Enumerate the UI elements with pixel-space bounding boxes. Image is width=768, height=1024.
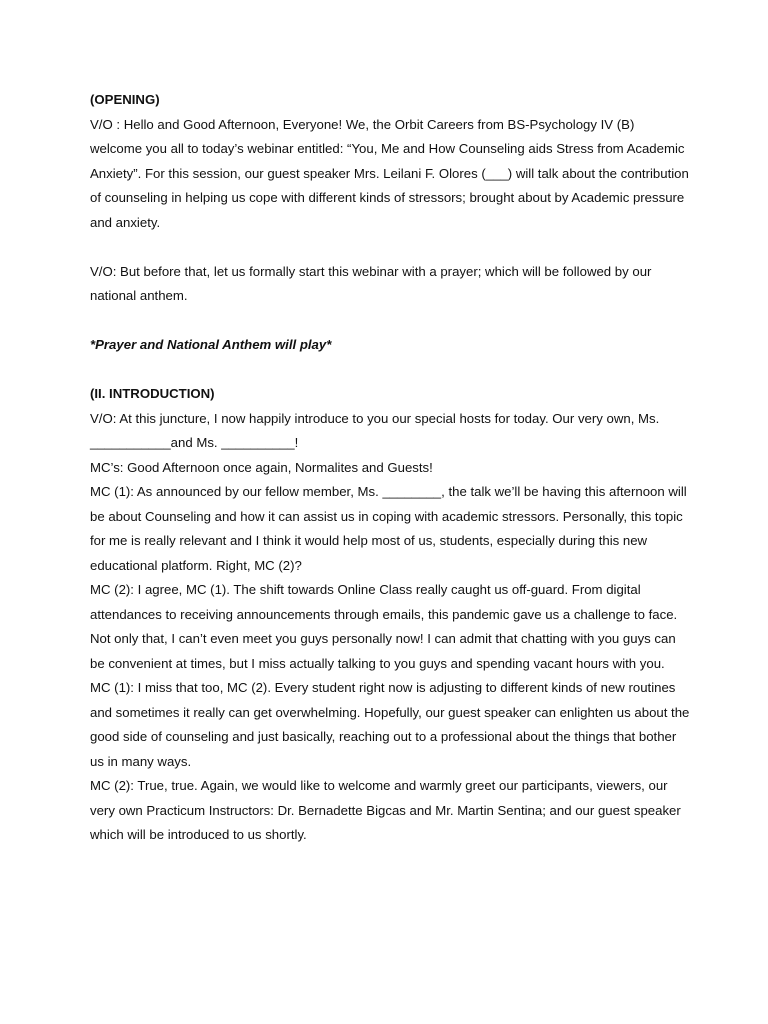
intro-line-mc2-a: MC (2): I agree, MC (1). The shift towards Online Class really caught us off-guard. From digital attendances to receiving announcements through emails, this pandemic gave us a challenge to face. Not only that, I can’t even meet you guys personally now! I can admit that chatting with you guys can be convenient at times, but I miss actually talking to you guys and spending vacant hours with you. (90, 582, 678, 671)
document-page (90, 88, 690, 848)
intro-line-vo: V/O: At this juncture, I now happily introduce to you our special hosts for today. Our very own, Ms. ___________and Ms. __________! (90, 410, 660, 450)
opening-vo-paragraph: V/O : Hello and Good Afternoon, Everyone! We, the Orbit Careers from BS-Psychology IV (B) welcome you all to today’s webinar entitled: “You, Me and How Counseling aids Stress from Academic Anxiety”. For this session, our guest speaker Mrs. Leilani F. Olores (___) will talk about the contribution of counseling in helping us cope with different kinds of stressors; brought about by Academic pressure and anxiety. (90, 116, 689, 230)
intro-line-mc1-a: MC (1): As announced by our fellow member, Ms. ________, the talk we’ll be having this afternoon will be about Counseling and how it can assist us in coping with academic stressors. Personally, this topic for me is really relevant and I think it would help most of us, students, especially during this new educational platform. Right, MC (2)? (90, 484, 687, 573)
intro-line-mcs: MC’s: Good Afternoon once again, Normalites and Guests! (90, 459, 433, 475)
opening-heading: (OPENING) (90, 92, 160, 107)
prayer-anthem-cue: *Prayer and National Anthem will play* (90, 337, 332, 352)
intro-line-mc2-b: MC (2): True, true. Again, we would like to welcome and warmly greet our participants, viewers, our very own Practicum Instructors: Dr. Bernadette Bigcas and Mr. Martin Sentina; and our guest speaker which will be introduced to us shortly. (90, 778, 681, 842)
opening-vo-paragraph-2: V/O: But before that, let us formally start this webinar with a prayer; which will be followed by our national anthem. (90, 263, 652, 303)
introduction-heading: (II. INTRODUCTION) (90, 386, 215, 401)
intro-line-mc1-b: MC (1): I miss that too, MC (2). Every student right now is adjusting to different kinds of new routines and sometimes it really can get overwhelming. Hopefully, our guest speaker can enlighten us about the good side of counseling and just basically, reaching out to a professional about the things that bother us in many ways. (90, 680, 690, 769)
